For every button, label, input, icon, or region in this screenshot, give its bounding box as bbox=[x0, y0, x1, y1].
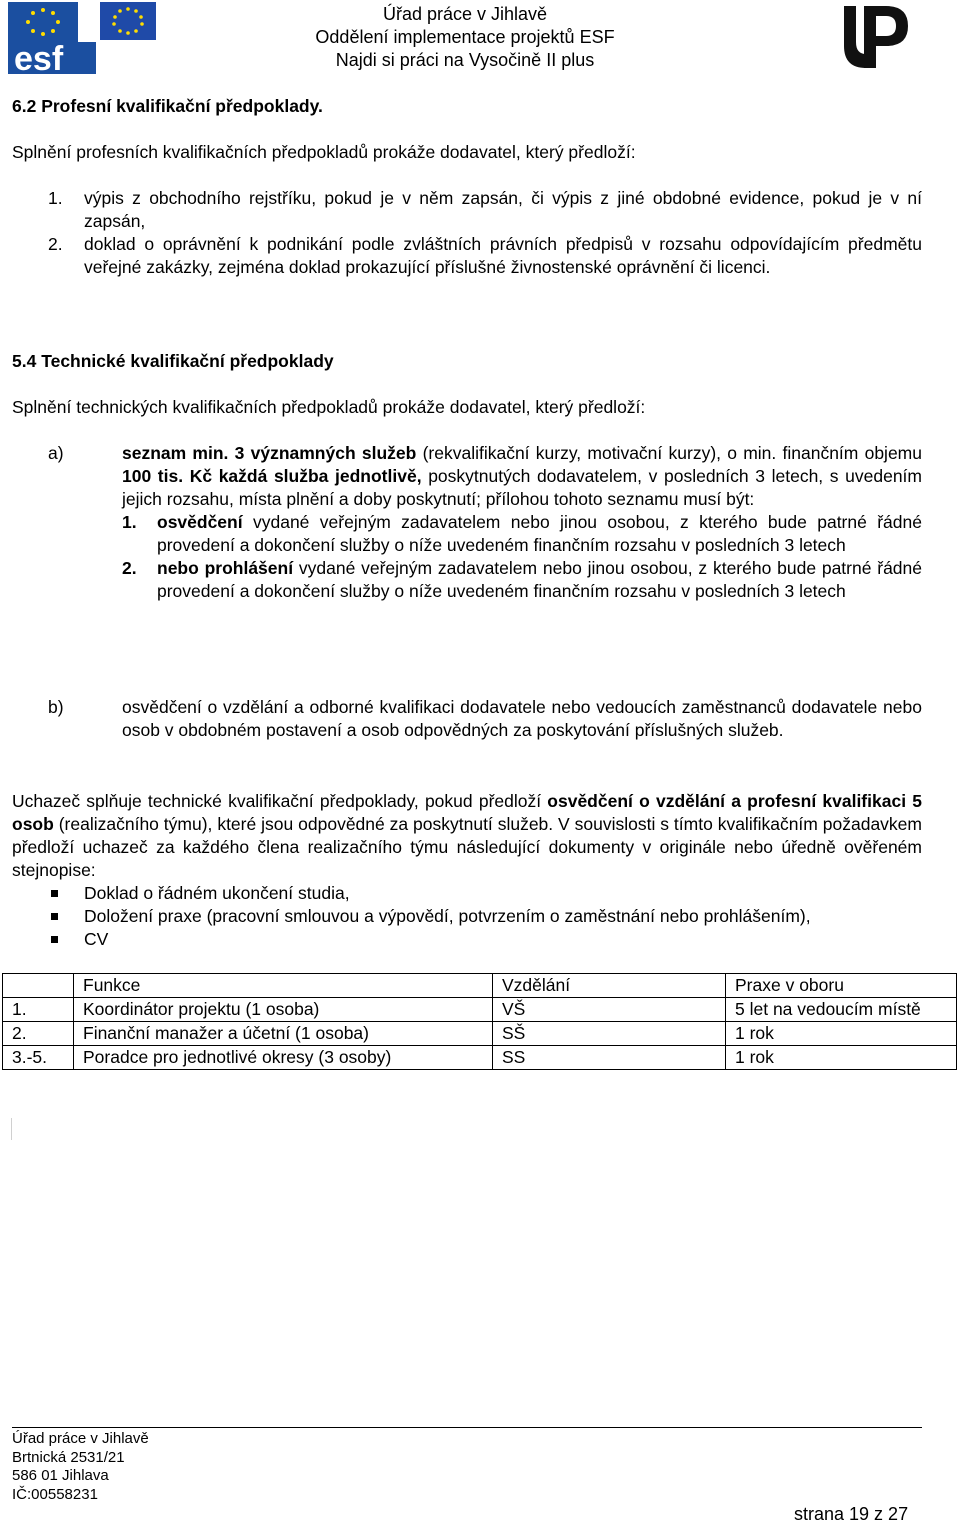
sub-text: vydané veřejným zadavatelem nebo jinou osobou, z kterého bude patrné řádné provedení a dokončení služby o níže uvedeném finančním rozsahu v posledních 3 letech bbox=[157, 512, 922, 555]
list-item-text: doklad o oprávnění k podnikání podle zvláštních právních předpisů v rozsahu odpovídajícím předmětu veřejné zakázky, zejména doklad prokazující příslušné živnostenské oprávnění či licenci. bbox=[84, 234, 922, 277]
header-text bbox=[280, 3, 650, 72]
requirement-a-sub-1 bbox=[122, 511, 922, 557]
uchazec-text1: Uchazeč splňuje technické kvalifikační předpoklady, pokud předloží bbox=[12, 791, 548, 811]
bullet-square-icon bbox=[51, 913, 58, 920]
table-header-cell: Funkce bbox=[74, 974, 493, 998]
footer-divider bbox=[12, 1427, 922, 1428]
table-cell: 1. bbox=[3, 998, 74, 1022]
footer-address bbox=[12, 1430, 149, 1504]
list-item bbox=[12, 187, 922, 233]
bullet-item bbox=[12, 882, 922, 905]
table-row bbox=[3, 1046, 957, 1070]
bullet-square-icon bbox=[51, 936, 58, 943]
section-62-intro: Splnění profesních kvalifikačních předpokladů prokáže dodavatel, který předloží: bbox=[12, 142, 636, 162]
list-item-text: výpis z obchodního rejstříku, pokud je v něm zapsán, či výpis z jiné obdobné evidence, pokud je v ní zapsán, bbox=[84, 188, 922, 231]
requirement-a-text2: poskytnutých dodavatelem, v posledních 3 letech, s uvedením jejich rozsahu, místa plnění a doby poskytnutí; přílohou tohoto seznamu musí být: bbox=[122, 466, 922, 509]
table-cell: 5 let na vedoucím místě bbox=[726, 998, 957, 1022]
team-table bbox=[2, 973, 957, 1070]
up-logo bbox=[836, 2, 916, 74]
table-header-cell bbox=[3, 974, 74, 998]
esf-logo-text: esf bbox=[14, 40, 64, 76]
table-row bbox=[3, 1022, 957, 1046]
table-cell: 3.-5. bbox=[3, 1046, 74, 1070]
uchazec-text2: (realizačního týmu), které jsou odpovědné za poskytnutí služeb. V souvislosti s tímto kvalifikačním požadavkem předloží uchazeč za každého člena realizačního týmu následující dokumenty v originále nebo úředně ověřeném stejnopise: bbox=[12, 814, 922, 880]
bullet-text: Doklad o řádném ukončení studia, bbox=[84, 883, 350, 903]
uchazec-bullets bbox=[12, 882, 922, 951]
list-item bbox=[12, 233, 922, 279]
table-cell: VŠ bbox=[493, 998, 726, 1022]
section-62-heading: 6.2 Profesní kvalifikační předpoklady. bbox=[12, 96, 323, 116]
table-cell: 1 rok bbox=[726, 1046, 957, 1070]
requirement-a-bold1: seznam min. 3 významných služeb bbox=[122, 443, 417, 463]
footer-line-2: Brtnická 2531/21 bbox=[12, 1448, 125, 1466]
requirement-a-bold2: 100 tis. Kč každá služba jednotlivě, bbox=[122, 466, 422, 486]
bullet-text: Doložení praxe (pracovní smlouvou a výpovědí, potvrzením o zaměstnání nebo prohlášením), bbox=[84, 906, 811, 926]
bullet-square-icon bbox=[51, 890, 58, 897]
table-cell: Finanční manažer a účetní (1 osoba) bbox=[74, 1022, 493, 1046]
requirement-b-label: b) bbox=[48, 697, 64, 717]
header-project: Najdi si práci na Vysočině II plus bbox=[335, 50, 595, 70]
requirement-a-label: a) bbox=[48, 443, 64, 463]
footer-line-4: IČ:00558231 bbox=[12, 1485, 98, 1503]
table-cell: SS bbox=[493, 1046, 726, 1070]
table-cell: 1 rok bbox=[726, 1022, 957, 1046]
requirement-a-text1: (rekvalifikační kurzy, motivační kurzy), o min. finančním objemu bbox=[416, 443, 922, 463]
page-number: strana 19 z 27 bbox=[794, 1504, 909, 1524]
bullet-text: CV bbox=[84, 929, 109, 949]
table-cell: SŠ bbox=[493, 1022, 726, 1046]
table-row bbox=[3, 998, 957, 1022]
header-department: Oddělení implementace projektů ESF bbox=[315, 27, 615, 47]
list-item-number: 2. bbox=[48, 234, 63, 254]
sub-bold: nebo prohlášení bbox=[157, 558, 294, 578]
header-office: Úřad práce v Jihlavě bbox=[382, 4, 548, 24]
sub-number: 2. bbox=[122, 558, 137, 578]
footer-line-3: 586 01 Jihlava bbox=[12, 1467, 109, 1484]
table-cell: Koordinátor projektu (1 osoba) bbox=[74, 998, 493, 1022]
section-54-intro: Splnění technických kvalifikačních předpokladů prokáže dodavatel, který předloží: bbox=[12, 397, 646, 417]
sub-text: vydané veřejným zadavatelem nebo jinou osobou, z kterého bude patrné řádné provedení a dokončení služby o níže uvedeném finančním rozsahu v posledních 3 letech bbox=[157, 558, 923, 601]
table-header-cell: Vzdělání bbox=[493, 974, 726, 998]
table-header-row bbox=[3, 974, 957, 998]
footer-line-1: Úřad práce v Jihlavě bbox=[12, 1430, 149, 1447]
bullet-item bbox=[12, 928, 922, 951]
list-item-number: 1. bbox=[48, 188, 63, 208]
section-54-heading: 5.4 Technické kvalifikační předpoklady bbox=[12, 351, 334, 371]
margin-mark bbox=[11, 1118, 12, 1140]
requirement-b-text: osvědčení o vzdělání a odborné kvalifikaci dodavatele nebo vedoucích zaměstnanců dodavatele nebo osob v obdobném postavení a osob odpovědných za poskytování příslušných služeb. bbox=[122, 697, 922, 740]
table-cell: 2. bbox=[3, 1022, 74, 1046]
bullet-item bbox=[12, 905, 922, 928]
requirement-a-text bbox=[122, 442, 922, 511]
requirement-a-sub-2 bbox=[122, 557, 922, 603]
up-logo-graphic bbox=[836, 2, 916, 74]
requirement-a-body bbox=[122, 442, 922, 603]
table-cell: Poradce pro jednotlivé okresy (3 osoby) bbox=[74, 1046, 493, 1070]
uchazec-bold: osvědčení o vzdělání a profesní kvalifikaci 5 osob bbox=[12, 791, 922, 834]
section-62-list bbox=[12, 187, 922, 279]
uchazec-paragraph bbox=[12, 790, 922, 882]
esf-logo-graphic bbox=[8, 2, 158, 76]
sub-number: 1. bbox=[122, 512, 137, 532]
table-header-cell: Praxe v oboru bbox=[726, 974, 957, 998]
requirement-a bbox=[48, 442, 922, 603]
esf-logo bbox=[8, 2, 158, 76]
sub-bold: osvědčení bbox=[157, 512, 243, 532]
requirement-b bbox=[48, 696, 922, 742]
